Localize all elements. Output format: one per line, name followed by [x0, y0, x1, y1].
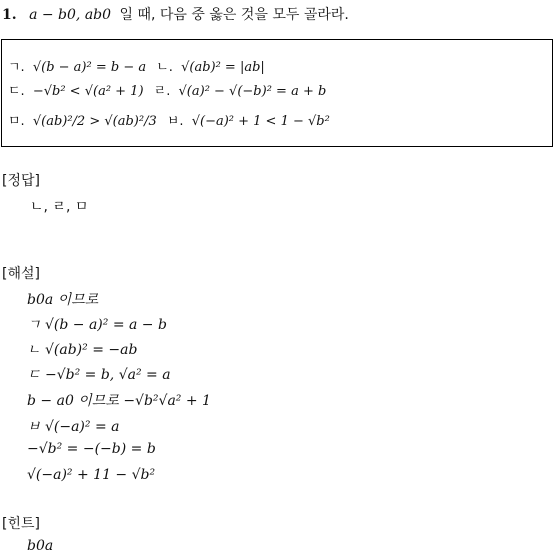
choice-row-1: [8, 56, 265, 75]
question-text: 일 때, 다음 중 옳은 것을 모두 골라라.: [119, 7, 349, 23]
hint-value: b0a: [27, 538, 54, 554]
choice-row-3: [8, 110, 330, 129]
choice-expression: √(ab)² = |ab|: [181, 60, 265, 75]
explanation-line: −√b² = −(−b) = b: [27, 441, 156, 457]
choice-row-2: [8, 80, 326, 99]
choice-label: ㄴ.: [156, 60, 173, 75]
choice-expression: √(ab)²/2 > √(ab)²/3: [32, 114, 157, 129]
choice-label: ㄷ.: [8, 84, 25, 99]
choice-label: ㄹ.: [153, 84, 171, 99]
explanation-line: ㄱ √(b − a)² = a − b: [27, 317, 167, 333]
answer-heading: [정답]: [2, 173, 40, 189]
choice-label: ㅁ.: [8, 114, 25, 129]
explanation-line: ㄷ −√b² = b, √a² = a: [27, 367, 171, 383]
choice-expression: √(−a)² + 1 < 1 − √b²: [191, 114, 330, 129]
explanation-line: √(−a)² + 11 − √b²: [27, 467, 156, 483]
explanation-heading: [해설]: [2, 266, 40, 282]
choice-expression: √(b − a)² = b − a: [32, 60, 147, 75]
question-number: 1.: [2, 7, 17, 23]
choice-label: ㄱ.: [8, 60, 25, 75]
hint-heading: [힌트]: [2, 516, 40, 532]
choice-expression: −√b² < √(a² + 1): [32, 84, 144, 99]
choice-expression: √(a)² − √(−b)² = a + b: [178, 84, 327, 99]
choice-label: ㅂ.: [166, 114, 184, 129]
explanation-line: b0a 이므로: [27, 292, 99, 308]
question-condition: a − b0, ab0: [29, 7, 112, 23]
question-line: [2, 4, 349, 24]
explanation-line: b − a0 이므로 −√b²√a² + 1: [27, 393, 211, 409]
answer-value: ㄴ, ㄹ, ㅁ: [30, 199, 89, 215]
explanation-line: ㄴ √(ab)² = −ab: [27, 342, 138, 358]
explanation-line: ㅂ √(−a)² = a: [27, 419, 120, 435]
